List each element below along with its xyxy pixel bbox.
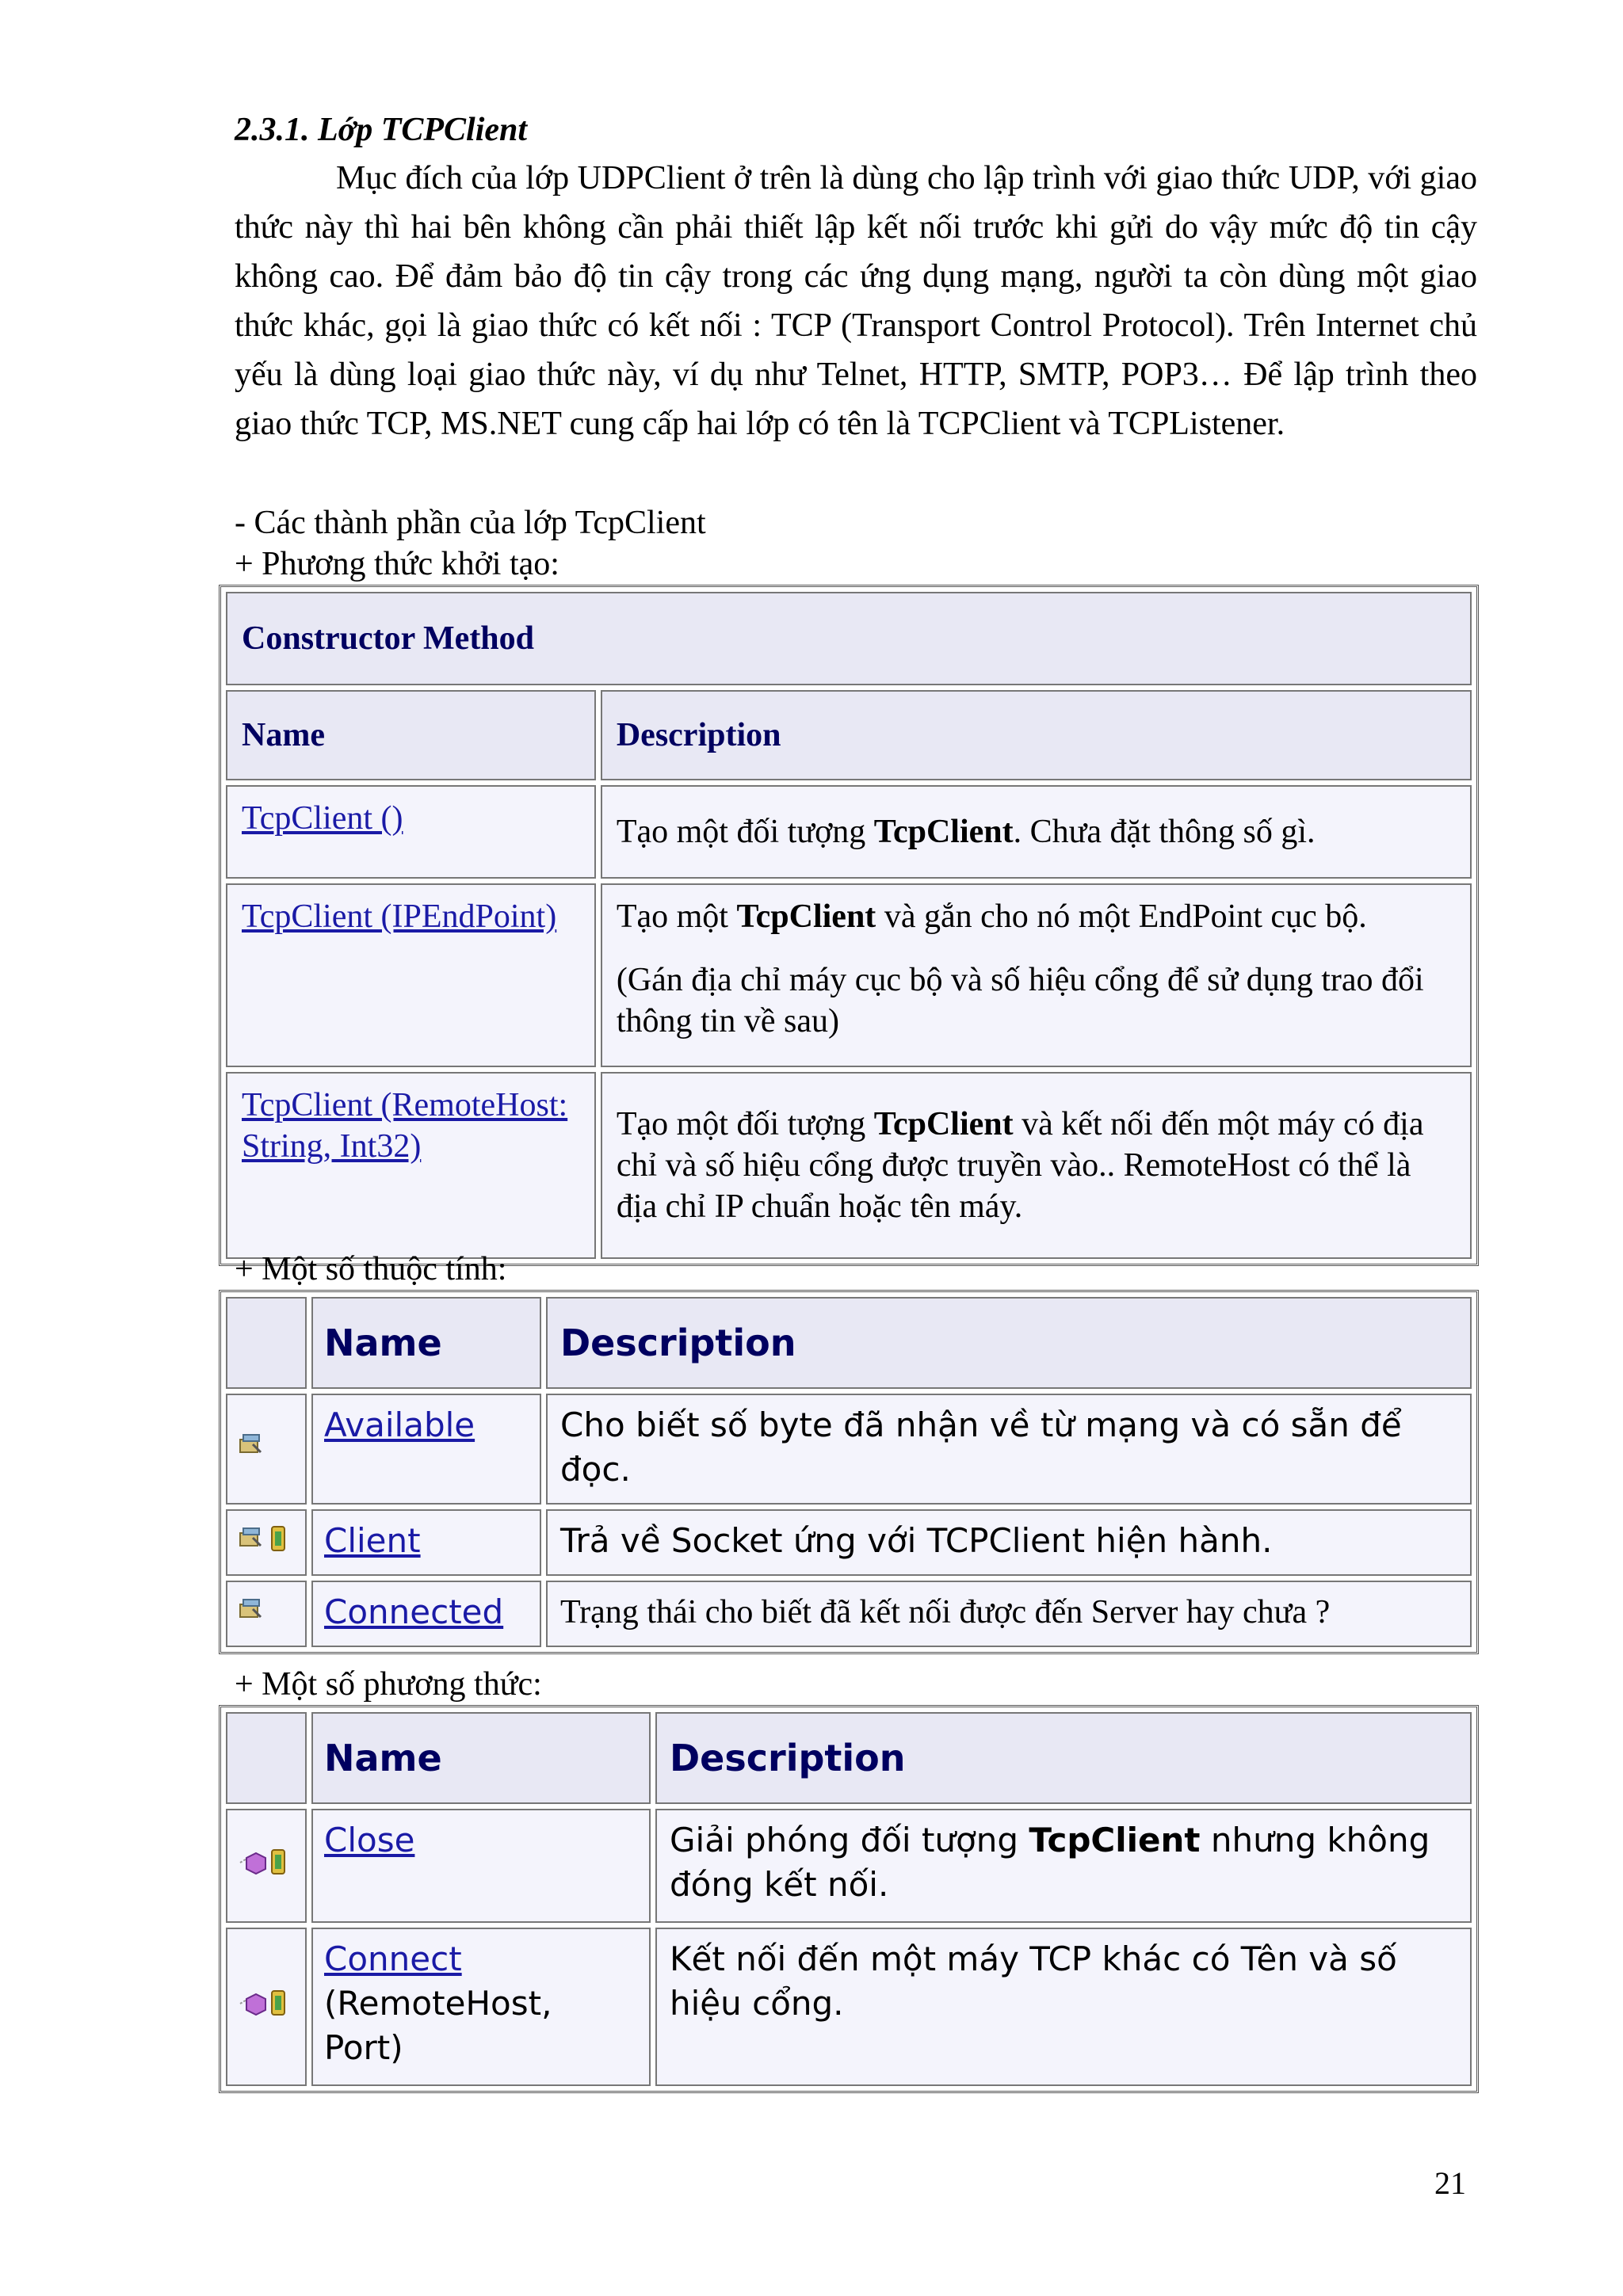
- constructor-link[interactable]: TcpClient (RemoteHost: String, Int32): [242, 1087, 568, 1165]
- table-row: [226, 785, 1472, 879]
- description-text: Kết nối đến một máy TCP khác có Tên và số hiệu cổng.: [670, 1939, 1397, 2023]
- description-text: nhưng không đóng kết nối.: [670, 1821, 1430, 1904]
- property-link-available[interactable]: Available: [324, 1405, 475, 1444]
- description-cell: [601, 785, 1472, 879]
- description-text: . Chưa đặt thông số gì.: [1013, 814, 1316, 850]
- column-header-description: Description: [546, 1297, 1472, 1389]
- name-cell: [311, 1394, 541, 1505]
- description-cell: Trả về Socket ứng với TCPClient hiện hành.: [546, 1509, 1472, 1576]
- constructor-table: [219, 585, 1479, 1266]
- constructor-table-title: Constructor Method: [226, 592, 1472, 685]
- method-parameters: (RemoteHost, Port): [324, 1984, 552, 2067]
- description-cell: Trạng thái cho biết đã kết nối được đến Server hay chưa ?: [546, 1581, 1472, 1647]
- property-link-client[interactable]: Client: [324, 1521, 421, 1560]
- description-text-part: và gắn cho nó một EndPoint cục bộ.: [876, 898, 1367, 935]
- column-header-name: Name: [226, 690, 596, 780]
- column-header-description: Description: [601, 690, 1472, 780]
- description-cell: [655, 1809, 1472, 1923]
- description-text: Tạo một đối tượng: [616, 1106, 874, 1142]
- icon-cell: [226, 1509, 307, 1576]
- method-icon: [237, 1845, 296, 1877]
- components-line: - Các thành phần của lớp TcpClient: [235, 505, 706, 541]
- description-text: Giải phóng đối tượng: [670, 1821, 1029, 1859]
- description-text: và kết nối đến một máy có địa chỉ và số hiệu cổng được truyền vào.. RemoteHost có thể là địa chỉ IP chuẩn hoặc tên máy.: [616, 1106, 1424, 1225]
- table-row: [226, 1809, 1472, 1923]
- table-row: [226, 883, 1472, 1067]
- column-header-name: Name: [311, 1297, 541, 1389]
- icon-cell: [226, 1394, 307, 1505]
- constructor-link[interactable]: TcpClient (IPEndPoint): [242, 898, 557, 935]
- table-row: [226, 1928, 1472, 2086]
- description-text: [617, 896, 1456, 937]
- description-text: Tạo một đối tượng: [616, 814, 874, 850]
- name-cell: [311, 1509, 541, 1576]
- name-cell: [311, 1809, 651, 1923]
- intro-paragraph: Mục đích của lớp UDPClient ở trên là dùng cho lập trình với giao thức UDP, với giao thức này thì hai bên không cần phải thiết lập kết nối trước khi gửi do vậy mức độ tin cậy không cao. Để đảm bảo độ tin cậy trong các ứng dụng mạng, người ta còn dùng một giao thức khác, gọi là giao thức có kết nối : TCP (Transport Control Protocol). Trên Internet chủ yếu là dùng loại giao thức này, ví dụ như Telnet, HTTP, SMTP, POP3… Để lập trình theo giao thức TCP, MS.NET cung cấp hai lớp có tên là TCPClient và TCPListener.: [235, 160, 1477, 442]
- section-heading: 2.3.1. Lớp TCPClient: [235, 112, 528, 148]
- properties-table: [219, 1290, 1479, 1654]
- property-static-icon: [237, 1522, 296, 1554]
- method-link-close[interactable]: Close: [324, 1821, 415, 1859]
- class-name-bold: TcpClient: [736, 898, 876, 935]
- table-row: [226, 1394, 1472, 1505]
- property-icon: [237, 1428, 296, 1460]
- name-cell: [311, 1581, 541, 1647]
- description-cell: Cho biết số byte đã nhận về từ mạng và có sẵn để đọc.: [546, 1394, 1472, 1505]
- description-cell: [601, 883, 1472, 1067]
- name-cell: [226, 785, 596, 879]
- icon-column-header: [226, 1712, 307, 1804]
- description-cell: [601, 1072, 1472, 1259]
- method-icon: [237, 1986, 296, 2018]
- description-cell: [655, 1928, 1472, 2086]
- name-cell: [311, 1928, 651, 2086]
- icon-column-header: [226, 1297, 307, 1389]
- table-row: [226, 1509, 1472, 1576]
- property-icon: [237, 1593, 296, 1625]
- class-name-bold: TcpClient: [1029, 1821, 1201, 1859]
- column-header-description: Description: [655, 1712, 1472, 1804]
- constructor-intro-line: + Phương thức khởi tạo:: [235, 546, 559, 582]
- icon-cell: [226, 1581, 307, 1647]
- methods-intro-line: + Một số phương thức:: [235, 1666, 542, 1703]
- name-cell: [226, 883, 596, 1067]
- description-note: (Gán địa chỉ máy cục bộ và số hiệu cổng để sử dụng trao đổi thông tin về sau): [616, 962, 1424, 1039]
- class-name-bold: TcpClient: [873, 814, 1014, 850]
- constructor-link[interactable]: TcpClient (): [242, 800, 403, 837]
- description-text-part: Tạo một: [616, 898, 737, 935]
- column-header-name: Name: [311, 1712, 651, 1804]
- properties-intro-line: + Một số thuộc tính:: [235, 1251, 507, 1287]
- class-name-bold: TcpClient: [873, 1106, 1014, 1142]
- icon-cell: [226, 1928, 307, 2086]
- table-row: [226, 1072, 1472, 1259]
- method-link-connect[interactable]: Connect: [324, 1939, 462, 1978]
- icon-cell: [226, 1809, 307, 1923]
- property-link-connected[interactable]: Connected: [324, 1592, 504, 1631]
- page-number: 21: [1434, 2165, 1466, 2201]
- table-row: [226, 1581, 1472, 1647]
- name-cell: [226, 1072, 596, 1259]
- methods-table: [219, 1705, 1479, 2093]
